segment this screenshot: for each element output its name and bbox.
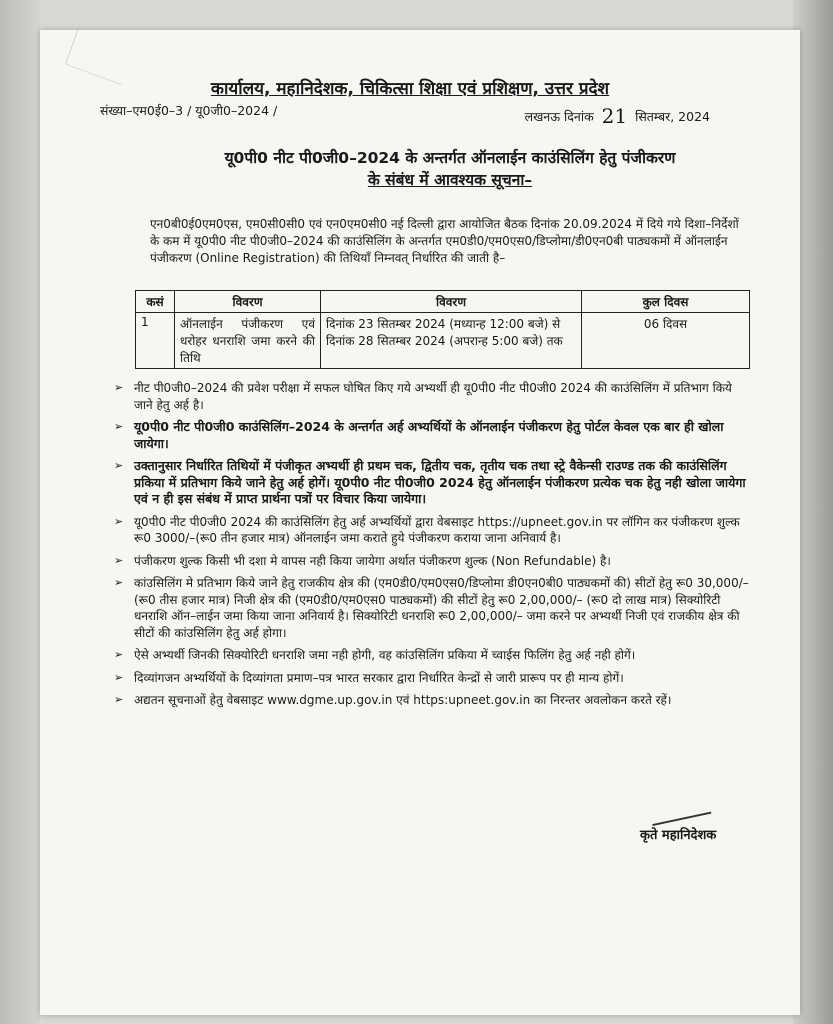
list-item-text: उक्तानुसार निर्धारित तिथियों में पंजीकृत अभ्यर्थी ही प्रथम चक, द्वितीय चक, तृतीय चक तथा स्ट्रे वैकेन्सी राउण्ड तक की काउंसिलिंग प्रकिया में प्रतिभाग किये जाने हेतु अर्ह होगें। यू0पी0 नीट पी0जी0 2024 हेतु ऑनलाईन पंजीकरण प्रत्येक चक हेतु नही खोला जायेगा एवं न ही इस संबंध में प्राप्त प्रार्थना पत्रों पर विचार किया जायेगा। [134,458,746,506]
arrow-bullet-icon: ➢ [114,576,124,589]
table-header: विवरण [175,291,321,313]
intro-paragraph: एन0बी0ई0एम0एस, एम0सी0सी0 एवं एन0एम0सी0 नई दिल्ली द्वारा आयोजित बैठक दिनांक 20.09.2024 में दिये गये दिशा–निर्देशों के कम में यू0पी0 नीट पी0जी0–2024 की काउंसिलिंग के अन्तर्गत एम0डी0/एम0एस0/डिप्लोमा/डी0एन0बी पाठ्यकमों में ऑनलाईन पंजीकरण (Online Registration) की तिथियॉं निम्नवत् निर्धारित की जाती है– [150,217,739,265]
table-header-row [136,291,750,313]
table-header: कसं [136,291,175,313]
page-shadow-left [0,0,40,1024]
subject-line-1: यू0पी0 नीट पी0जी0–2024 के अन्तर्गत ऑनलाईन काउंसिलिंग हेतु पंजीकरण [224,149,676,167]
subject-line-2: के संबंध में आवश्यक सूचना– [367,171,533,189]
list-item [112,670,752,687]
list-item [112,647,752,664]
table-header: कुल दिवस [582,291,750,313]
table-cell: 1 [136,313,175,369]
list-item [112,692,752,709]
arrow-bullet-icon: ➢ [114,670,124,684]
list-item-text: पंजीकरण शुल्क किसी भी दशा मे वापस नही किया जायेगा अर्थात पंजीकरण शुल्क (Non Refundable) है। [134,553,611,568]
list-item [112,458,752,508]
instructions-list [112,380,752,715]
arrow-bullet-icon: ➢ [114,648,124,661]
date-day: 21 [601,104,628,128]
list-item [112,575,752,641]
issue-date [525,102,710,126]
arrow-bullet-icon: ➢ [114,514,124,528]
office-title: कार्यालय, महानिदेशक, चिकित्सा शिक्षा एवं प्रशिक्षण, उत्तर प्रदेश [210,79,610,99]
date-suffix: सितम्बर, 2024 [635,109,710,124]
list-item-text: कांउसिलिंग मे प्रतिभाग किये जाने हेतु राजकीय क्षेत्र की (एम0डी0/एम0एस0/डिप्लोमा डी0एन0बी0 पाठ्यकमों की) सीटों हेतु रू0 30,000/–(रू0 तीस हजार मात्र) निजी क्षेत्र की (एम0डी0/एम0एस0 पाठ्यकमों) की सीटों हेतु रू0 2,00,000/– (रू0 दो लाख मात्र) सिक्योरिटी धनराशि ऑन–लाईन जमा किया जाना अनिवार्य है। सिक्योरिटी धनराशि रू0 2,00,000/– जमा करने पर अभ्यर्थी निजी एवं राजकीय क्षेत्र की सीटों की कांउसिलिंग हेतु अर्ह होगा। [134,576,749,640]
subject-heading [140,147,760,191]
arrow-bullet-icon: ➢ [114,693,124,706]
table-cell: दिनांक 23 सितम्बर 2024 (मध्यान्ह 12:00 बजे) से दिनांक 28 सितम्बर 2024 (अपरान्ह 5:00 बजे) तक [321,313,582,369]
arrow-bullet-icon: ➢ [114,459,124,472]
list-item-text: ऐसे अभ्यर्थी जिनकी सिक्योरिटी धनराशि जमा नही होगी, वह कांउसिलिंग प्रकिया में च्वाईस फिलिंग हेतु अर्ह नही होगें। [134,648,636,662]
schedule-table [135,290,750,369]
reference-number: संख्या–एम0ई0–3 / यू0जी0–2024 / [100,103,278,118]
table-cell: 06 दिवस [582,313,750,369]
list-item-text: अद्यतन सूचनाओं हेतु वेबसाइट www.dgme.up.gov.in एवं https:upneet.gov.in का निरन्तर अवलोकन करते रहें। [134,693,672,707]
arrow-bullet-icon: ➢ [114,420,124,433]
list-item [112,419,752,452]
signatory: कृते महानिदेशक [640,828,717,843]
table-cell: ऑनलाईन पंजीकरण एवं धरोहर धनराशि जमा करने की तिथि [175,313,321,369]
table-row [136,313,750,369]
list-item-text: दिव्यांगजन अभ्यर्थियों के दिव्यांगता प्रमाण–पत्र भारत सरकार द्वारा निर्धारित केन्द्रों से जारी प्रारूप पर ही मान्य होगें। [134,670,624,685]
list-item-text: यू0पी0 नीट पी0जी0 2024 की काउंसिलिंग हेतु अर्ह अभ्यर्थियों द्वारा वेबसाइट https://upneet.gov.in पर लॉगिन कर पंजीकरण शुल्क रू0 3000/–(रू0 तीन हजार मात्र) ऑनलाईन जमा कराते हुये पंजीकरण कराया जाना अनिवार्य है। [134,514,740,545]
arrow-bullet-icon: ➢ [114,381,124,394]
list-item-text: यू0पी0 नीट पी0जी0 काउंसिलिंग–2024 के अन्तर्गत अर्ह अभ्यर्थियों के ऑनलाईन पंजीकरण हेतु पोर्टल केवल एक बार ही खोला जायेगा। [134,419,724,451]
list-item-text: नीट पी0जी0–2024 की प्रवेश परीक्षा में सफल घोषित किए गये अभ्यर्थी ही यू0पी0 नीट पी0जी0 2024 की काउंसिलिंग में प्रतिभाग किये जाने हेतु अर्ह है। [134,381,732,412]
list-item [112,514,752,547]
table-header: विवरण [321,291,582,313]
arrow-bullet-icon: ➢ [114,553,124,567]
list-item [112,553,752,570]
list-item [112,380,752,413]
date-prefix: लखनऊ दिनांक [524,109,594,124]
